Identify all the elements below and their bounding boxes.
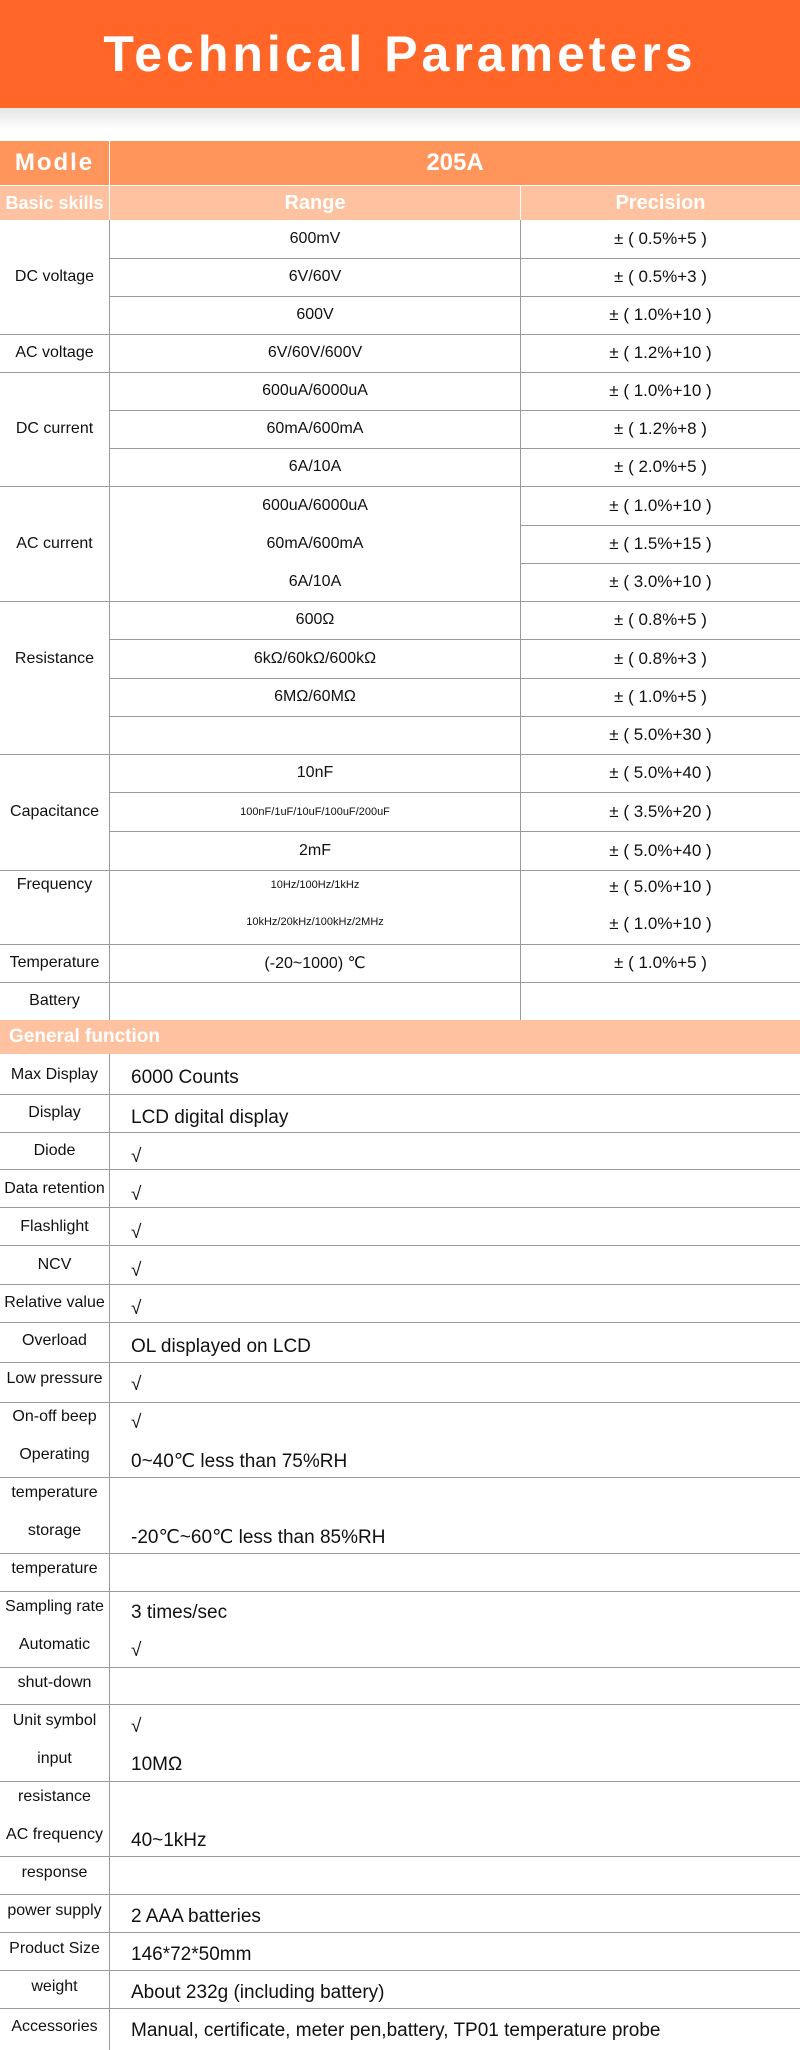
grid-line	[0, 1591, 800, 1592]
col-range: Range	[110, 186, 520, 220]
precision-value: ± ( 0.8%+5 )	[614, 610, 707, 629]
range-value: 10nF	[296, 764, 334, 781]
precision-value: ± ( 1.0%+10 )	[609, 914, 712, 933]
grid-line	[0, 1477, 800, 1478]
grid-line	[0, 1207, 800, 1208]
general-header: General function	[9, 1026, 160, 1047]
range-value: 6A/10A	[288, 573, 342, 590]
range-value: (-20~1000) ℃	[264, 955, 366, 972]
precision-value: ± ( 0.5%+5 )	[614, 229, 707, 248]
general-value: 146*72*50mm	[131, 1944, 252, 1965]
precision-value: ± ( 5.0%+40 )	[609, 840, 712, 860]
range-value: 600Ω	[295, 611, 335, 628]
range-value: 600uA/6000uA	[262, 497, 368, 514]
grid-line	[0, 1856, 800, 1857]
precision-value: ± ( 5.0%+40 )	[609, 763, 712, 782]
range-value: 600mV	[289, 230, 341, 247]
banner-shadow	[0, 108, 800, 130]
general-label: shut-down	[17, 1674, 92, 1691]
precision-value: ± ( 1.0%+5 )	[614, 687, 707, 706]
range-value: 100nF/1uF/10uF/100uF/200uF	[240, 806, 390, 818]
general-value: √	[131, 1374, 142, 1395]
grid-line	[0, 1932, 800, 1933]
grid-line	[0, 2008, 800, 2009]
range-value: 2mF	[299, 841, 331, 859]
precision-value: ± ( 1.0%+5 )	[614, 953, 707, 972]
general-label: AC frequency	[6, 1826, 103, 1843]
grid-line	[0, 1284, 800, 1285]
frequency-label: Frequency	[16, 876, 93, 893]
grid-line	[0, 1894, 800, 1895]
precision-value: ± ( 0.8%+3 )	[614, 649, 707, 668]
general-label: resistance	[18, 1788, 91, 1805]
general-label: Max Display	[10, 1066, 99, 1083]
general-value: -20℃~60℃ less than 85%RH	[131, 1527, 386, 1548]
general-value: √	[131, 1260, 142, 1281]
grid-line	[0, 1362, 800, 1363]
general-label: Product Size	[9, 1940, 100, 1957]
general-label: Diode	[33, 1142, 76, 1159]
range-value: 6MΩ/60MΩ	[274, 688, 356, 705]
battery-label: Battery	[29, 992, 80, 1009]
model-value: 205A	[110, 141, 800, 185]
general-label: Display	[28, 1104, 81, 1121]
general-value: √	[131, 1184, 142, 1205]
grid-line	[0, 1132, 800, 1133]
col-precision: Precision	[521, 186, 800, 220]
general-label: power supply	[7, 1902, 102, 1919]
general-value: 40~1kHz	[131, 1830, 207, 1851]
range-value: 6V/60V/600V	[267, 344, 363, 361]
general-label: input	[37, 1750, 72, 1767]
capacitance-label: Capacitance	[10, 803, 99, 820]
general-label: Sampling rate	[5, 1598, 104, 1615]
general-value: √	[131, 1146, 142, 1167]
grid-line	[0, 1169, 800, 1170]
general-label: Relative value	[4, 1294, 105, 1311]
general-label: Unit symbol	[12, 1712, 97, 1729]
page-title: Technical Parameters	[103, 26, 697, 82]
precision-value: ± ( 3.0%+10 )	[609, 572, 712, 591]
general-value: Manual, certificate, meter pen,battery, TP01 temperature probe	[131, 2020, 661, 2041]
grid-line	[0, 1245, 800, 1246]
grid-line	[0, 1781, 800, 1782]
range-value: 60mA/600mA	[266, 420, 364, 437]
precision-value: ± ( 5.0%+30 )	[609, 725, 712, 744]
general-label: Flashlight	[20, 1218, 89, 1235]
general-label: NCV	[37, 1256, 72, 1273]
range-value: 6A/10A	[288, 458, 342, 475]
resistance-label: Resistance	[14, 649, 95, 667]
general-value: About 232g (including battery)	[131, 1982, 385, 2003]
general-value: 0~40℃ less than 75%RH	[131, 1451, 348, 1472]
precision-value: ± ( 1.0%+10 )	[609, 381, 712, 400]
general-value: LCD digital display	[131, 1107, 289, 1128]
ac-voltage-label: AC voltage	[15, 344, 94, 361]
general-value: √	[131, 1640, 142, 1661]
general-value: 2 AAA batteries	[131, 1906, 261, 1927]
model-label: Modle	[0, 141, 109, 185]
general-label: Low pressure	[6, 1370, 103, 1387]
col-basic-skills: Basic skills	[0, 186, 109, 220]
grid-line	[109, 1054, 110, 2050]
general-value: 3 times/sec	[131, 1602, 228, 1623]
grid-line	[0, 982, 800, 983]
general-label: Operating	[19, 1446, 90, 1463]
grid-line	[0, 1667, 800, 1668]
general-label: Overload	[22, 1332, 87, 1349]
grid-line	[0, 1970, 800, 1971]
grid-line	[0, 1402, 800, 1403]
precision-value: ± ( 1.2%+8 )	[614, 419, 707, 438]
general-value: 10MΩ	[131, 1754, 183, 1775]
precision-value: ± ( 2.0%+5 )	[614, 457, 707, 476]
range-value: 6V/60V	[288, 268, 342, 285]
range-value: 600uA/6000uA	[262, 382, 368, 399]
general-label: Data retention	[4, 1180, 105, 1197]
general-label: response	[21, 1864, 88, 1881]
range-value: 10Hz/100Hz/1kHz	[270, 879, 360, 891]
precision-value: ± ( 1.5%+15 )	[609, 534, 712, 553]
precision-value: ± ( 0.5%+3 )	[614, 267, 707, 286]
grid-line	[0, 1704, 800, 1705]
dc-voltage-label: DC voltage	[14, 268, 95, 285]
precision-value: ± ( 1.0%+10 )	[609, 496, 712, 515]
range-value: 10kHz/20kHz/100kHz/2MHz	[246, 916, 384, 928]
general-label: Automatic	[18, 1636, 91, 1653]
precision-value: ± ( 1.0%+10 )	[609, 305, 712, 324]
general-value: √	[131, 1298, 142, 1319]
general-label: temperature	[11, 1560, 98, 1577]
general-value: √	[131, 1716, 142, 1737]
precision-value: ± ( 5.0%+10 )	[609, 877, 712, 896]
general-value: √	[131, 1412, 142, 1433]
general-value: √	[131, 1222, 142, 1243]
general-label: Accessories	[11, 2018, 98, 2035]
range-value	[110, 716, 520, 754]
precision-value: ± ( 3.5%+20 )	[609, 802, 712, 821]
range-value: 6kΩ/60kΩ/600kΩ	[253, 650, 377, 667]
general-value: 6000 Counts	[131, 1067, 239, 1088]
range-value: 60mA/600mA	[266, 535, 364, 552]
general-label: storage	[27, 1522, 82, 1539]
general-label: On-off beep	[12, 1408, 97, 1425]
general-label: temperature	[11, 1484, 98, 1501]
precision-value: ± ( 1.2%+10 )	[609, 343, 712, 362]
general-value: OL displayed on LCD	[131, 1336, 311, 1357]
general-label: weight	[31, 1978, 78, 1995]
grid-line	[0, 1553, 800, 1554]
ac-current-label: AC current	[16, 534, 93, 552]
dc-current-label: DC current	[15, 420, 94, 437]
grid-line	[0, 1322, 800, 1323]
temperature-label: Temperature	[9, 954, 100, 971]
grid-line	[0, 1094, 800, 1095]
range-value: 600V	[296, 306, 334, 323]
